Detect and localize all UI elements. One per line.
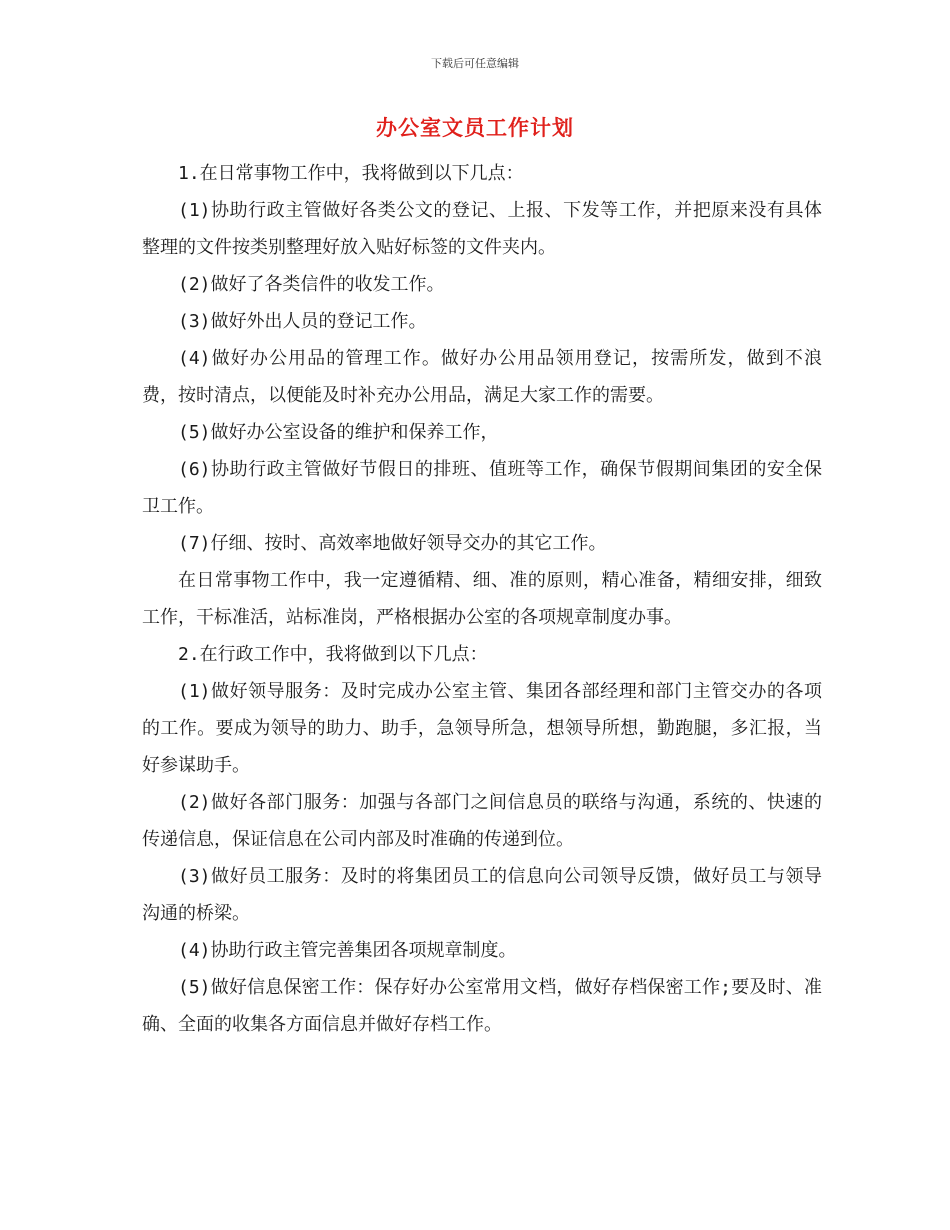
paragraph: (5)做好办公室设备的维护和保养工作，	[178, 422, 499, 443]
paragraph: (5)做好信息保密工作：保存好办公室常用文档，做好存档保密工作;要及时、准确、全面的收集各方面信息并做好存档工作。	[142, 977, 822, 1035]
paragraph: (1)协助行政主管做好各类公文的登记、上报、下发等工作，并把原来没有具体整理的文件按类别整理好放入贴好标签的文件夹内。	[142, 200, 822, 258]
paragraph: 2.在行政工作中，我将做到以下几点：	[178, 644, 488, 665]
paragraph: (1)做好领导服务：及时完成办公室主管、集团各部经理和部门主管交办的各项的工作。要成为领导的助力、助手，急领导所急，想领导所想，勤跑腿，多汇报，当好参谋助手。	[142, 681, 822, 776]
paragraph: 在日常事物工作中，我一定遵循精、细、准的原则，精心准备，精细安排，细致工作，干标准活，站标准岗，严格根据办公室的各项规章制度办事。	[142, 570, 822, 628]
paragraph: (7)仔细、按时、高效率地做好领导交办的其它工作。	[178, 533, 607, 554]
paragraph: (3)做好外出人员的登记工作。	[178, 311, 427, 332]
document-title: 办公室文员工作计划	[376, 115, 574, 140]
paragraph: (2)做好各部门服务：加强与各部门之间信息员的联络与沟通，系统的、快速的传递信息，保证信息在公司内部及时准确的传递到位。	[142, 792, 822, 850]
header-note: 下载后可任意编辑	[431, 57, 519, 70]
paragraph: 1.在日常事物工作中，我将做到以下几点：	[178, 163, 524, 184]
paragraph: (2)做好了各类信件的收发工作。	[178, 274, 445, 295]
paragraph: (6)协助行政主管做好节假日的排班、值班等工作，确保节假期间集团的安全保卫工作。	[142, 459, 822, 517]
paragraph: (4)做好办公用品的管理工作。做好办公用品领用登记，按需所发，做到不浪费，按时清点，以便能及时补充办公用品，满足大家工作的需要。	[142, 348, 822, 406]
paragraph: (3)做好员工服务：及时的将集团员工的信息向公司领导反馈，做好员工与领导沟通的桥梁。	[142, 866, 822, 924]
paragraph: (4)协助行政主管完善集团各项规章制度。	[178, 940, 517, 961]
document-body	[142, 155, 822, 1043]
